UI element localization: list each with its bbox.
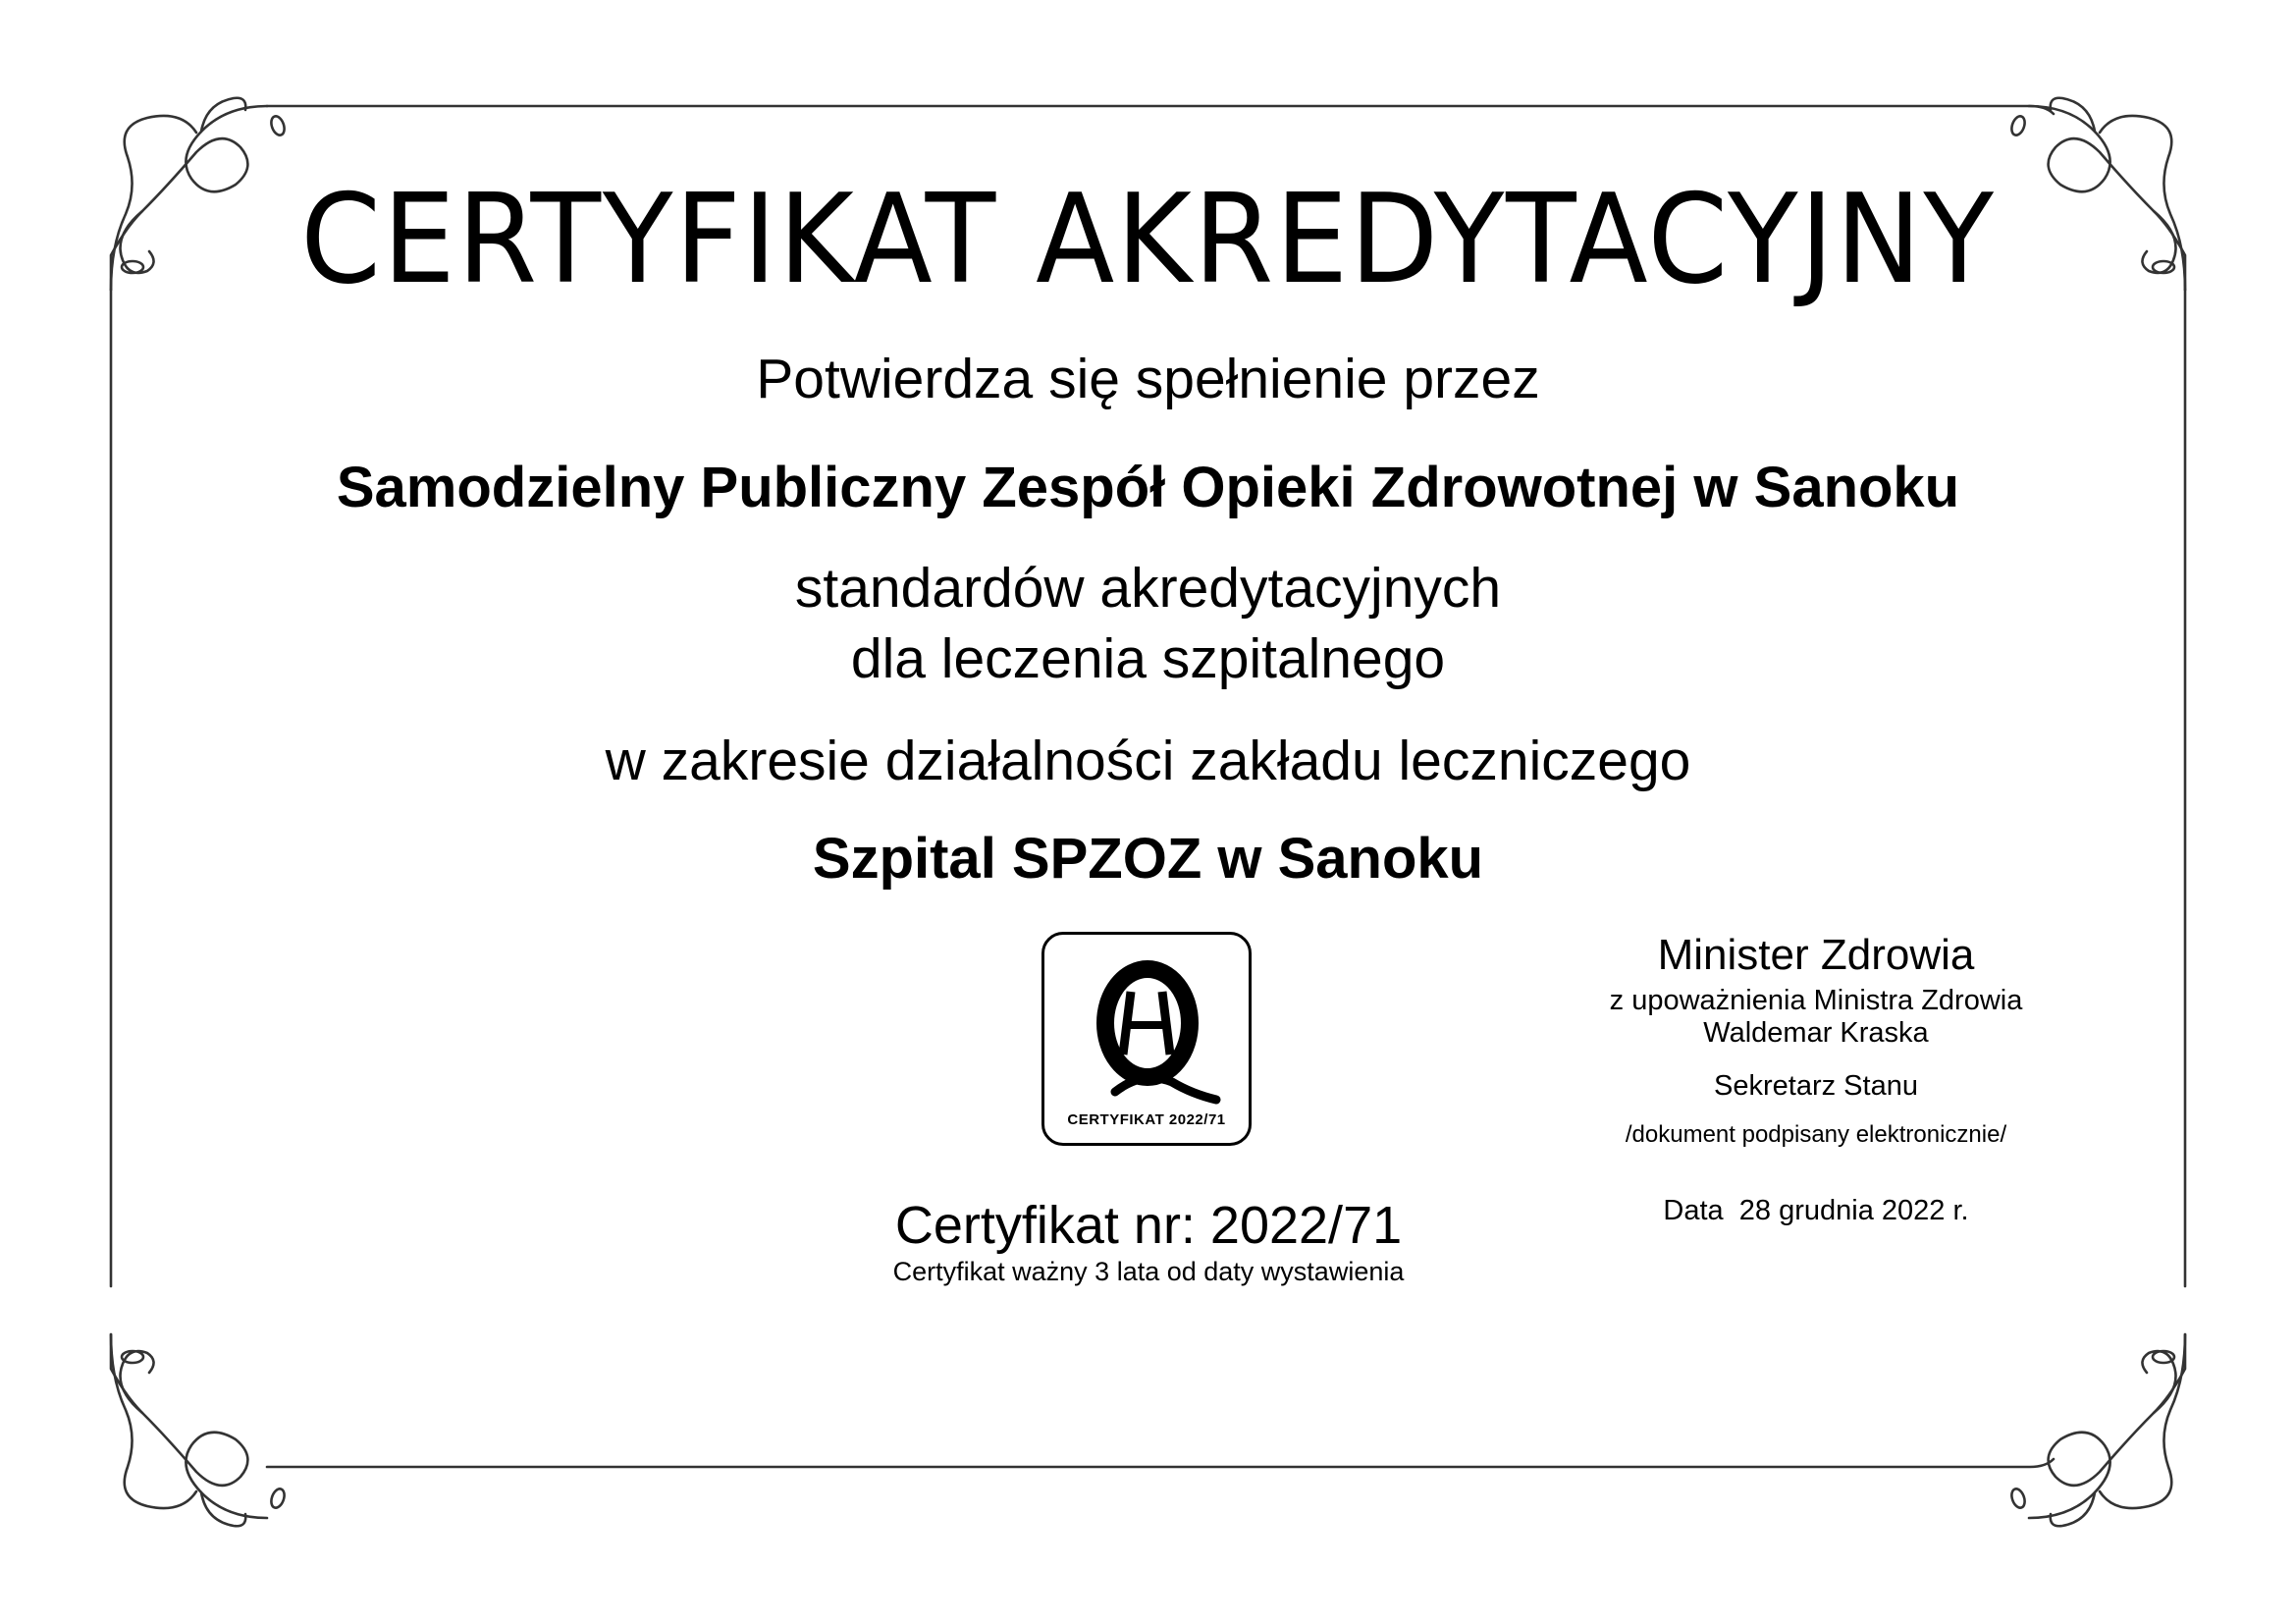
signatory-authorization: z upoważnienia Ministra Zdrowia <box>1609 985 2023 1016</box>
standards-line-2: dla leczenia szpitalnego <box>850 627 1446 690</box>
facility-name: Szpital SPZOZ w Sanoku <box>812 827 1484 891</box>
scope-text: w zakresie działalności zakładu leczniczego <box>605 730 1691 792</box>
accreditation-logo <box>1041 932 1252 1146</box>
organization-name: Samodzielny Publiczny Zespół Opieki Zdrowotnej w Sanoku <box>336 456 1960 519</box>
signatory-name: Waldemar Kraska <box>1703 1017 1929 1049</box>
logo-caption: CERTYFIKAT 2022/71 <box>1067 1111 1226 1128</box>
certificate-title: CERTYFIKAT AKREDYTACYJNY <box>300 167 1996 311</box>
signatory-position: Sekretarz Stanu <box>1714 1070 1918 1102</box>
issue-date: Data 28 grudnia 2022 r. <box>1663 1195 1969 1226</box>
certificate-number: Certyfikat nr: 2022/71 <box>894 1196 1403 1255</box>
certificate-validity: Certyfikat ważny 3 lata od daty wystawienia <box>892 1257 1405 1286</box>
standards-line-1: standardów akredytacyjnych <box>794 557 1502 620</box>
intro-text: Potwierdza się spełnienie przez <box>756 348 1540 410</box>
electronic-signature-note: /dokument podpisany elektronicznie/ <box>1625 1121 2007 1148</box>
signatory-title: Minister Zdrowia <box>1657 931 1975 979</box>
